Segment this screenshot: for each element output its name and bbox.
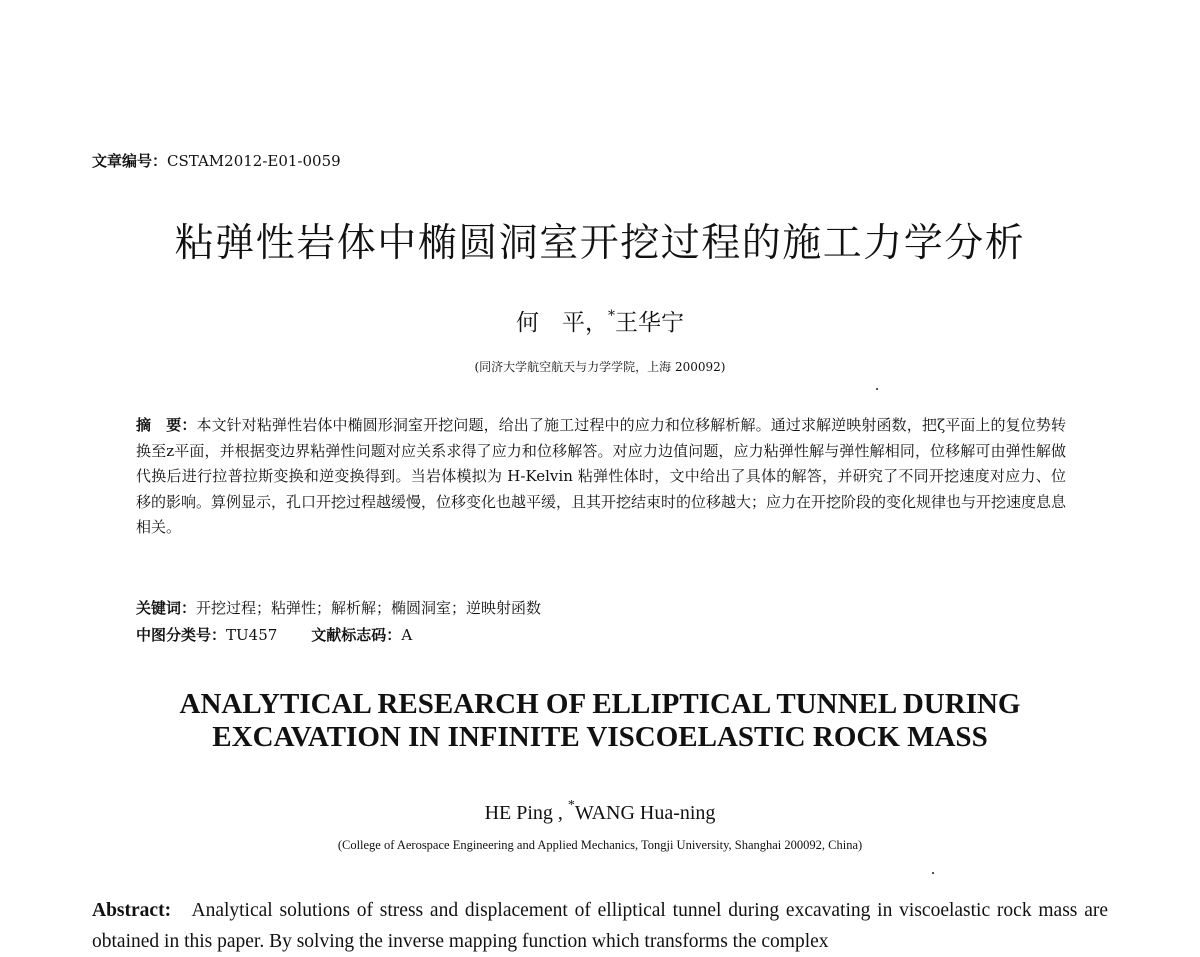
english-title: [0, 688, 1200, 754]
chinese-abstract-text: 本文针对粘弹性岩体中椭圆形洞室开挖问题，给出了施工过程中的应力和位移解析解。通过求解逆映射函数，把ζ平面上的复位势转换至z平面，并根据变边界粘弹性问题对应关系求得了应力和位移解答。对应力边值问题，应力粘弹性解与弹性解相同，位移解可由弹性解做代换后进行拉普拉斯变换和逆变换得到。当岩体模拟为 H-Kelvin 粘弹性体时，文中给出了具体的解答，并研究了不同开挖速度对应力、位移的影响。算例显示，孔口开挖过程越缓慢，位移变化也越平缓，且其开挖结束时的位移越大；应力在开挖阶段的变化规律也与开挖速度息息相关。: [136, 416, 1067, 536]
document-code-value: A: [401, 626, 413, 644]
english-affiliation: (College of Aerospace Engineering and Applied Mechanics, Tongji University, Shanghai 200092, China): [337, 838, 863, 852]
classification: [136, 624, 412, 645]
chinese-author-1: 何 平，: [516, 310, 608, 336]
english-abstract-text: Analytical solutions of stress and displacement of elliptical tunnel during excavating in viscoelastic rock mass are obtained in this paper. By solving the inverse mapping function which transforms the complex: [92, 900, 1109, 952]
english-abstract: [92, 895, 1108, 957]
english-title-line-1: ANALYTICAL RESEARCH OF ELLIPTICAL TUNNEL DURING: [179, 688, 1021, 720]
classification-label: 中图分类号：: [136, 626, 227, 644]
english-author-2: WANG Hua-ning: [574, 802, 716, 824]
chinese-author-2: 王华宁: [615, 310, 684, 336]
english-abstract-label: Abstract:: [92, 900, 172, 921]
article-number: [92, 150, 341, 171]
classification-value: TU457: [226, 626, 278, 644]
corresponding-author-mark: *: [608, 308, 615, 324]
chinese-authors: [0, 304, 1200, 337]
chinese-abstract-label: 摘 要：: [136, 416, 197, 434]
document-code-label: 文献标志码：: [311, 626, 402, 644]
scan-speck-2: [932, 872, 934, 874]
chinese-title: 粘弹性岩体中椭圆洞室开挖过程的施工力学分析: [174, 221, 1026, 266]
english-corresponding-mark: *: [567, 798, 575, 813]
english-author-1: HE Ping ,: [484, 802, 568, 824]
article-number-value: CSTAM2012-E01-0059: [167, 152, 341, 170]
article-number-label: 文章编号：: [92, 152, 168, 170]
english-title-line-2: EXCAVATION IN INFINITE VISCOELASTIC ROCK MASS: [212, 721, 988, 753]
scan-speck: [876, 388, 878, 390]
keywords-label: 关键词：: [136, 599, 197, 617]
english-authors: [0, 798, 1200, 825]
chinese-affiliation: (同济大学航空航天与力学学院，上海 200092): [474, 360, 726, 374]
keywords-text: 开挖过程；粘弹性；解析解；椭圆洞室；逆映射函数: [196, 599, 542, 617]
keywords: [136, 597, 541, 618]
chinese-abstract: [136, 413, 1066, 541]
